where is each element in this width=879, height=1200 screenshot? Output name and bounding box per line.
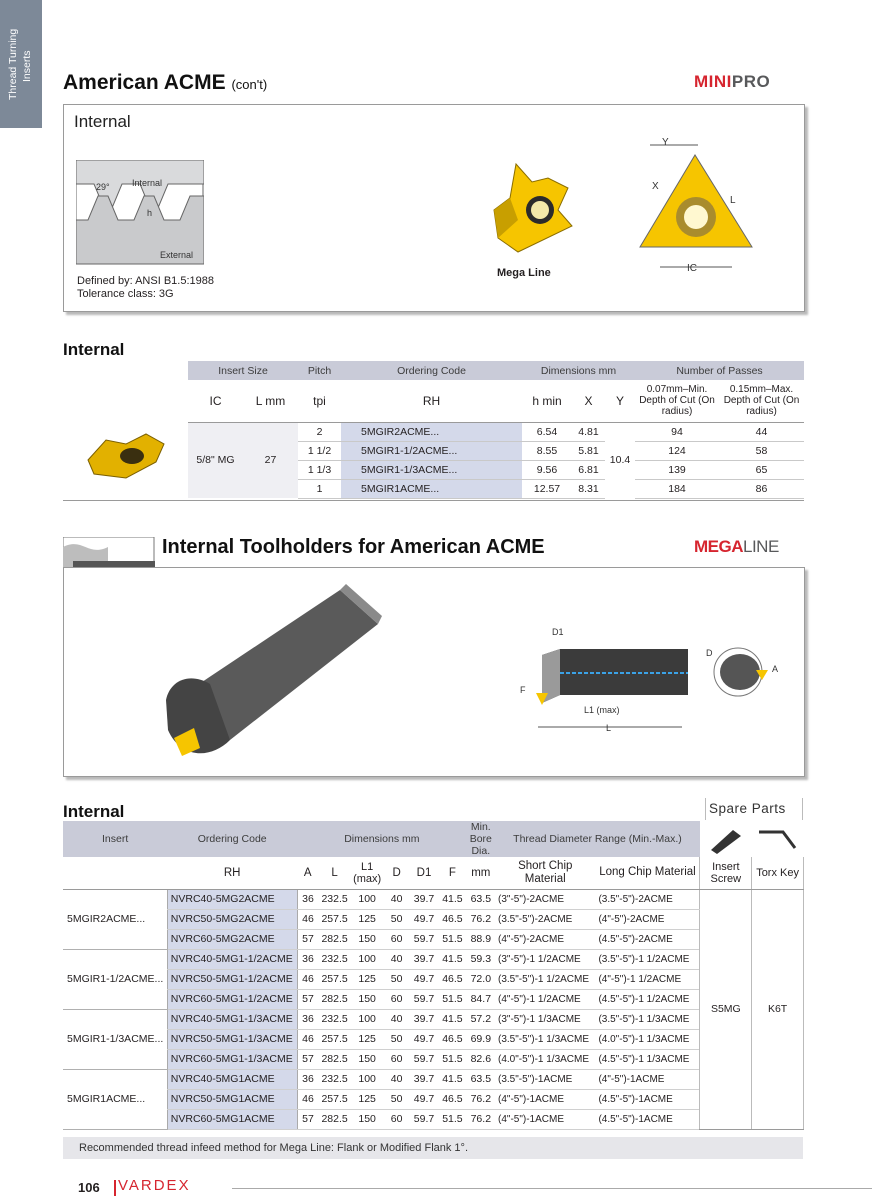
cell-value: 59.7 bbox=[410, 989, 438, 1009]
cell-value: 125 bbox=[351, 1089, 384, 1109]
hdr-d1: D1 bbox=[410, 857, 438, 889]
hdr-dimensions: Dimensions mm bbox=[522, 361, 635, 380]
cell-value: 150 bbox=[351, 989, 384, 1009]
cell-value: (3"-5")-2ACME bbox=[495, 889, 595, 909]
cell-value: (4"-5")-1ACME bbox=[595, 1069, 700, 1089]
hdr-dimensions: Dimensions mm bbox=[297, 821, 467, 857]
cell-value: 50 bbox=[383, 969, 409, 989]
tolerance-class: Tolerance class: 3G bbox=[77, 288, 174, 300]
cell-value: 257.5 bbox=[318, 1089, 350, 1109]
svg-text:L: L bbox=[606, 723, 612, 733]
cell-value: 257.5 bbox=[318, 1029, 350, 1049]
cell-h: 6.54 bbox=[522, 422, 572, 441]
svg-text:A: A bbox=[772, 664, 779, 674]
cell-ordering-code: NVRC60-5MG2ACME bbox=[167, 929, 297, 949]
cell-value: 125 bbox=[351, 969, 384, 989]
side-tab-line1: Thread Turning bbox=[7, 28, 19, 100]
footer-rule bbox=[232, 1188, 872, 1189]
cell-value: 232.5 bbox=[318, 1069, 350, 1089]
cell-value: 40 bbox=[383, 949, 409, 969]
cell-value: (4"-5")-2ACME bbox=[495, 929, 595, 949]
table2-title: Internal bbox=[63, 802, 125, 821]
cell-value: 57 bbox=[297, 1109, 318, 1129]
hdr-hmin: h min bbox=[522, 380, 572, 422]
cell-value: 41.5 bbox=[438, 1009, 466, 1029]
hdr-torx-key: Torx Key bbox=[752, 857, 804, 889]
cell-ordering-code: NVRC60-5MG1-1/3ACME bbox=[167, 1049, 297, 1069]
cell-min: 139 bbox=[635, 460, 719, 479]
hdr-a: A bbox=[297, 857, 318, 889]
cell-value: 39.7 bbox=[410, 1069, 438, 1089]
svg-text:D: D bbox=[706, 648, 713, 658]
cell-value: (4.5"-5")-1 1/3ACME bbox=[595, 1049, 700, 1069]
svg-text:29°: 29° bbox=[96, 182, 110, 192]
svg-text:L: L bbox=[730, 195, 736, 206]
cell-value: 100 bbox=[351, 889, 384, 909]
cell-value: 257.5 bbox=[318, 909, 350, 929]
cell-value: 88.9 bbox=[467, 929, 495, 949]
cell-value: 40 bbox=[383, 1069, 409, 1089]
table-row bbox=[188, 422, 804, 441]
cell-x: 6.81 bbox=[572, 460, 605, 479]
cell-y: 10.4 bbox=[609, 454, 631, 467]
cell-value: (4.5"-5")-1ACME bbox=[595, 1089, 700, 1109]
cell-value: (3.5"-5")-1 1/2ACME bbox=[595, 949, 700, 969]
hdr-min-bore: Min. Bore Dia. bbox=[467, 821, 495, 857]
table-row bbox=[63, 1089, 804, 1109]
cell-ic: 5/8" MG bbox=[188, 422, 243, 498]
cell-value: 150 bbox=[351, 1049, 384, 1069]
cell-value: (4"-5")-1 1/2ACME bbox=[595, 969, 700, 989]
cell-value: 41.5 bbox=[438, 889, 466, 909]
svg-text:D1: D1 bbox=[552, 627, 564, 637]
cell-value: (3.5"-5")-2ACME bbox=[495, 909, 595, 929]
cell-value: 41.5 bbox=[438, 1069, 466, 1089]
vardex-logo: VARDEX bbox=[118, 1177, 191, 1194]
cell-max: 86 bbox=[719, 479, 804, 498]
thread-profile-diagram bbox=[76, 160, 204, 265]
table-row bbox=[63, 1029, 804, 1049]
cell-max: 58 bbox=[719, 441, 804, 460]
toolholder-end-view bbox=[700, 636, 784, 702]
cell-value: 49.7 bbox=[410, 909, 438, 929]
spare-parts-header: Spare Parts bbox=[705, 798, 803, 820]
cell-value: 150 bbox=[351, 1109, 384, 1129]
table-row bbox=[63, 1049, 804, 1069]
cell-value: (3"-5")-1 1/2ACME bbox=[495, 949, 595, 969]
cell-value: 125 bbox=[351, 1029, 384, 1049]
hdr-insert-size: Insert Size bbox=[188, 361, 298, 380]
spare-parts-icons bbox=[703, 824, 801, 854]
svg-text:h: h bbox=[147, 208, 153, 218]
cell-x: 8.31 bbox=[572, 479, 605, 498]
hdr-insert-screw: Insert Screw bbox=[700, 857, 752, 889]
cell-min: 124 bbox=[635, 441, 719, 460]
cell-ordering-code: NVRC40-5MG2ACME bbox=[167, 889, 297, 909]
cell-insert: 5MGIR1-1/2ACME... bbox=[63, 949, 167, 1009]
cell-min: 184 bbox=[635, 479, 719, 498]
panel-title: Internal bbox=[74, 112, 131, 131]
hdr-ordering-code: Ordering Code bbox=[167, 821, 297, 857]
cell-value: 76.2 bbox=[467, 1089, 495, 1109]
spare-parts-images bbox=[700, 821, 804, 857]
defined-by: Defined by: ANSI B1.5:1988 bbox=[77, 275, 214, 287]
table-row bbox=[63, 929, 804, 949]
hdr-l1: L1 (max) bbox=[351, 857, 384, 889]
cell-code: 5MGIR1-1/2ACME... bbox=[341, 441, 522, 460]
cell-value: (3.5"-5")-1 1/2ACME bbox=[495, 969, 595, 989]
cell-ordering-code: NVRC50-5MG1-1/3ACME bbox=[167, 1029, 297, 1049]
cell-value: 84.7 bbox=[467, 989, 495, 1009]
cell-value: 51.5 bbox=[438, 929, 466, 949]
cell-value: 69.9 bbox=[467, 1029, 495, 1049]
hdr-pitch: Pitch bbox=[298, 361, 341, 380]
cell-value: 49.7 bbox=[410, 969, 438, 989]
cell-value: 39.7 bbox=[410, 889, 438, 909]
infeed-note: Recommended thread infeed method for Mega Line: Flank or Modified Flank 1°. bbox=[63, 1137, 803, 1159]
toolholder-table bbox=[63, 821, 804, 1130]
cell-value: 49.7 bbox=[410, 1029, 438, 1049]
cell-value: 100 bbox=[351, 949, 384, 969]
insert-photo bbox=[86, 430, 166, 485]
svg-text:IC: IC bbox=[687, 263, 697, 274]
cell-value: 60 bbox=[383, 989, 409, 1009]
cell-x: 5.81 bbox=[572, 441, 605, 460]
cell-value: 46 bbox=[297, 1029, 318, 1049]
cell-value: 49.7 bbox=[410, 1089, 438, 1109]
cell-code: 5MGIR1ACME... bbox=[341, 479, 522, 498]
cell-value: 232.5 bbox=[318, 949, 350, 969]
cell-value: (4.5"-5")-1ACME bbox=[595, 1109, 700, 1129]
cell-value: (4"-5")-1 1/2ACME bbox=[495, 989, 595, 1009]
toolholder-3d-image bbox=[160, 580, 400, 770]
minipro-logo: MINIPRO bbox=[694, 72, 771, 91]
cell-value: 51.5 bbox=[438, 1049, 466, 1069]
cell-ordering-code: NVRC50-5MG1ACME bbox=[167, 1089, 297, 1109]
hdr-thread-range: Thread Diameter Range (Min.-Max.) bbox=[495, 821, 700, 857]
cell-ordering-code: NVRC40-5MG1ACME bbox=[167, 1069, 297, 1089]
cell-value: 82.6 bbox=[467, 1049, 495, 1069]
side-tab-text bbox=[0, 0, 42, 128]
cell-value: 72.0 bbox=[467, 969, 495, 989]
hdr-rh: RH bbox=[341, 380, 522, 422]
cell-ordering-code: NVRC50-5MG2ACME bbox=[167, 909, 297, 929]
cell-value: 46.5 bbox=[438, 1029, 466, 1049]
cell-value: 36 bbox=[297, 889, 318, 909]
hdr-min-depth: 0.07mm–Min. Depth of Cut (On radius) bbox=[635, 380, 719, 422]
cell-tpi: 1 1/2 bbox=[298, 441, 341, 460]
footer-divider bbox=[114, 1180, 116, 1196]
mega-line-insert-image bbox=[488, 160, 578, 260]
hdr-y: Y bbox=[605, 380, 635, 422]
toolholder-dimension-diagram bbox=[512, 625, 692, 737]
cell-value: 282.5 bbox=[318, 1109, 350, 1129]
cell-value: (3.5"-5")-2ACME bbox=[595, 889, 700, 909]
cell-value: 51.5 bbox=[438, 1109, 466, 1129]
cell-value: 39.7 bbox=[410, 1009, 438, 1029]
cell-value: (4.0"-5")-1 1/3ACME bbox=[495, 1049, 595, 1069]
hdr-ic: IC bbox=[188, 380, 243, 422]
insert-caption: Mega Line bbox=[497, 267, 551, 279]
hdr-d: D bbox=[383, 857, 409, 889]
cell-value: 36 bbox=[297, 1069, 318, 1089]
cell-value: 125 bbox=[351, 909, 384, 929]
cell-value: 257.5 bbox=[318, 969, 350, 989]
cell-value: 46 bbox=[297, 1089, 318, 1109]
cell-value: 39.7 bbox=[410, 949, 438, 969]
cell-value: 57 bbox=[297, 989, 318, 1009]
cell-value: 57.2 bbox=[467, 1009, 495, 1029]
cell-value: 40 bbox=[383, 1009, 409, 1029]
cell-max: 65 bbox=[719, 460, 804, 479]
cell-value: 100 bbox=[351, 1009, 384, 1029]
cell-value: 36 bbox=[297, 1009, 318, 1029]
cell-value: 46.5 bbox=[438, 909, 466, 929]
cell-value: 150 bbox=[351, 929, 384, 949]
cell-code: 5MGIR1-1/3ACME... bbox=[341, 460, 522, 479]
hdr-l: L mm bbox=[243, 380, 298, 422]
cell-ordering-code: NVRC50-5MG1-1/2ACME bbox=[167, 969, 297, 989]
cell-value: 59.7 bbox=[410, 929, 438, 949]
cell-value: 60 bbox=[383, 1049, 409, 1069]
cell-tpi: 1 bbox=[298, 479, 341, 498]
hdr-x: X bbox=[572, 380, 605, 422]
hdr-long-chip: Long Chip Material bbox=[595, 857, 700, 889]
cell-value: (4.0"-5")-1 1/3ACME bbox=[595, 1029, 700, 1049]
cell-insert: 5MGIR1-1/3ACME... bbox=[63, 1009, 167, 1069]
cell-value: 50 bbox=[383, 909, 409, 929]
cell-ordering-code: NVRC60-5MG1ACME bbox=[167, 1109, 297, 1129]
cell-value: (3.5"-5")-1ACME bbox=[495, 1069, 595, 1089]
table-row bbox=[63, 949, 804, 969]
table-row bbox=[63, 1109, 804, 1129]
cell-value: 57 bbox=[297, 929, 318, 949]
table-row bbox=[63, 969, 804, 989]
cell-insert: 5MGIR1ACME... bbox=[63, 1069, 167, 1129]
side-tab-line2: Inserts bbox=[21, 50, 33, 82]
cell-value: 60 bbox=[383, 1109, 409, 1129]
cell-value: (4"-5")-2ACME bbox=[595, 909, 700, 929]
table-row bbox=[63, 1009, 804, 1029]
insert-dimension-diagram bbox=[630, 137, 780, 277]
svg-text:External: External bbox=[160, 250, 194, 260]
cell-l: 27 bbox=[243, 422, 298, 498]
cell-value: 57 bbox=[297, 1049, 318, 1069]
cell-value: 59.7 bbox=[410, 1109, 438, 1129]
cell-x: 4.81 bbox=[572, 422, 605, 441]
table1-bottom-rule bbox=[63, 500, 804, 501]
table-row bbox=[63, 909, 804, 929]
cell-value: 232.5 bbox=[318, 1009, 350, 1029]
hdr-short-chip: Short Chip Material bbox=[495, 857, 595, 889]
hdr-insert: Insert bbox=[63, 821, 167, 857]
cell-value: (3.5"-5")-1 1/3ACME bbox=[595, 1009, 700, 1029]
cell-value: 50 bbox=[383, 1089, 409, 1109]
cell-value: 282.5 bbox=[318, 1049, 350, 1069]
table-row bbox=[63, 1069, 804, 1089]
hdr-passes: Number of Passes bbox=[635, 361, 804, 380]
cell-tpi: 1 1/3 bbox=[298, 460, 341, 479]
cell-code: 5MGIR2ACME... bbox=[341, 422, 522, 441]
cell-h: 9.56 bbox=[522, 460, 572, 479]
cell-value: 100 bbox=[351, 1069, 384, 1089]
cell-value: 46.5 bbox=[438, 1089, 466, 1109]
hdr-ordering-code: Ordering Code bbox=[341, 361, 522, 380]
cell-value: 41.5 bbox=[438, 949, 466, 969]
cell-value: 59.3 bbox=[467, 949, 495, 969]
cell-value: 63.5 bbox=[467, 889, 495, 909]
svg-text:X: X bbox=[652, 181, 659, 192]
cell-value: (4"-5")-1ACME bbox=[495, 1089, 595, 1109]
cell-value: 51.5 bbox=[438, 989, 466, 1009]
cell-torx-key: K6T bbox=[752, 889, 804, 1129]
cell-insert: 5MGIR2ACME... bbox=[63, 889, 167, 949]
hdr-f: F bbox=[438, 857, 466, 889]
cell-value: 36 bbox=[297, 949, 318, 969]
cell-h: 12.57 bbox=[522, 479, 572, 498]
cell-value: 282.5 bbox=[318, 989, 350, 1009]
table-row bbox=[63, 989, 804, 1009]
page-number: 106 bbox=[78, 1180, 100, 1195]
cell-ordering-code: NVRC60-5MG1-1/2ACME bbox=[167, 989, 297, 1009]
svg-text:F: F bbox=[520, 685, 526, 695]
cell-value: 40 bbox=[383, 889, 409, 909]
cell-value: 63.5 bbox=[467, 1069, 495, 1089]
cell-value: (4.5"-5")-2ACME bbox=[595, 929, 700, 949]
table-row bbox=[63, 889, 804, 909]
hdr-l: L bbox=[318, 857, 350, 889]
cell-value: 46 bbox=[297, 969, 318, 989]
table1-title: Internal bbox=[63, 340, 125, 359]
cell-value: 59.7 bbox=[410, 1049, 438, 1069]
page-title-suffix: (con't) bbox=[231, 77, 268, 92]
hdr-mm: mm bbox=[467, 857, 495, 889]
cell-tpi: 2 bbox=[298, 422, 341, 441]
cell-value: 46.5 bbox=[438, 969, 466, 989]
cell-min: 94 bbox=[635, 422, 719, 441]
cell-value: (3.5"-5")-1 1/3ACME bbox=[495, 1029, 595, 1049]
cell-value: 76.2 bbox=[467, 1109, 495, 1129]
page-title: American ACME (con't) bbox=[63, 71, 268, 94]
cell-value: (4.5"-5")-1 1/2ACME bbox=[595, 989, 700, 1009]
cell-max: 44 bbox=[719, 422, 804, 441]
cell-value: 46 bbox=[297, 909, 318, 929]
hdr-tpi: tpi bbox=[298, 380, 341, 422]
cell-value: 76.2 bbox=[467, 909, 495, 929]
cell-value: (3"-5")-1 1/3ACME bbox=[495, 1009, 595, 1029]
cell-h: 8.55 bbox=[522, 441, 572, 460]
cell-value: 60 bbox=[383, 929, 409, 949]
svg-text:Y: Y bbox=[662, 137, 669, 148]
hdr-rh: RH bbox=[167, 857, 297, 889]
cell-value: (4"-5")-1ACME bbox=[495, 1109, 595, 1129]
cell-value: 50 bbox=[383, 1029, 409, 1049]
insert-table bbox=[188, 361, 804, 499]
section2-title: Internal Toolholders for American ACME bbox=[162, 536, 545, 558]
cell-value: 282.5 bbox=[318, 929, 350, 949]
cell-ordering-code: NVRC40-5MG1-1/2ACME bbox=[167, 949, 297, 969]
svg-text:L1 (max): L1 (max) bbox=[584, 705, 620, 715]
svg-text:Internal: Internal bbox=[132, 178, 163, 188]
cell-value: 232.5 bbox=[318, 889, 350, 909]
cell-insert-screw: S5MG bbox=[700, 889, 752, 1129]
cell-ordering-code: NVRC40-5MG1-1/3ACME bbox=[167, 1009, 297, 1029]
hdr-max-depth: 0.15mm–Max. Depth of Cut (On radius) bbox=[719, 380, 804, 422]
megaline-logo: MEGALINE bbox=[694, 537, 779, 556]
